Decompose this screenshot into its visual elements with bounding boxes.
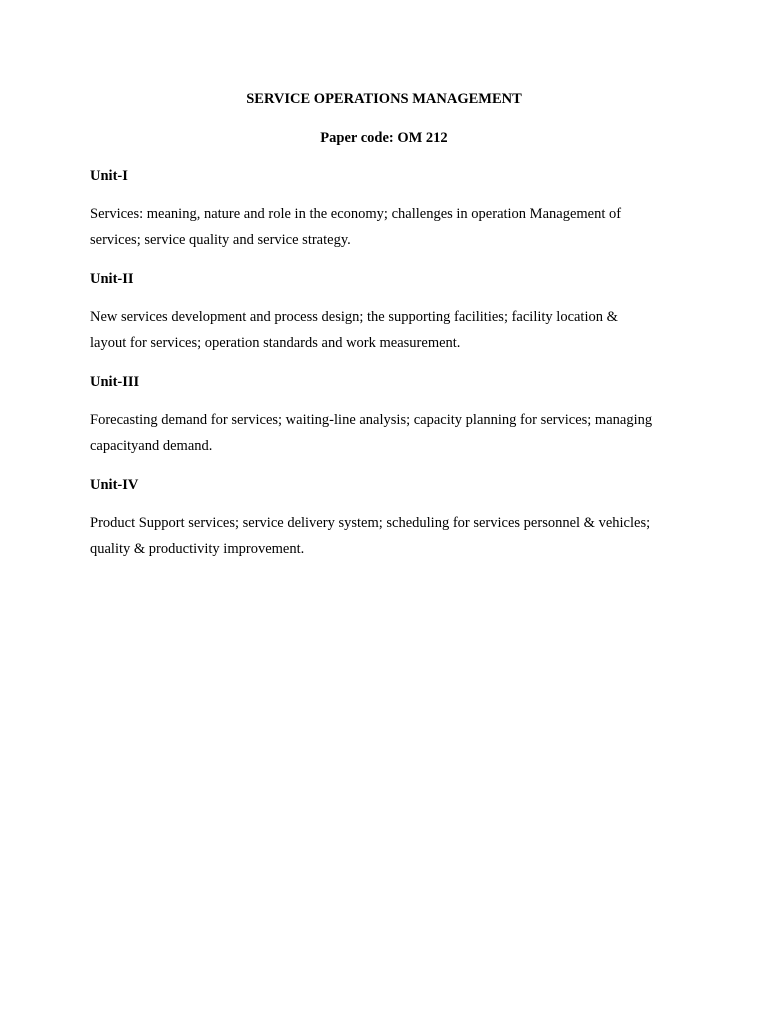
unit-heading: Unit-IV <box>90 477 139 493</box>
unit-description-line: New services development and process design; the supporting facilities; facility location & <box>90 309 618 325</box>
unit-description-line: Services: meaning, nature and role in the economy; challenges in operation Management of <box>90 206 622 222</box>
unit-heading: Unit-I <box>90 168 128 184</box>
unit-description <box>90 201 690 253</box>
unit-description-line: Forecasting demand for services; waiting-line analysis; capacity planning for services; managing <box>90 412 653 428</box>
unit-description-line: quality & productivity improvement. <box>90 541 305 557</box>
unit-description <box>90 304 690 356</box>
document-title: SERVICE OPERATIONS MANAGEMENT <box>246 91 522 107</box>
unit-description-line: Product Support services; service delivery system; scheduling for services personnel & vehicles; <box>90 515 651 531</box>
unit-description-line: layout for services; operation standards and work measurement. <box>90 335 461 351</box>
unit-description <box>90 510 690 562</box>
paper-code: Paper code: OM 212 <box>320 130 448 146</box>
unit-description <box>90 407 690 459</box>
unit-heading: Unit-III <box>90 374 140 390</box>
unit-heading: Unit-II <box>90 271 134 287</box>
unit-description-line: services; service quality and service strategy. <box>90 232 351 248</box>
unit-description-line: capacityand demand. <box>90 438 213 454</box>
